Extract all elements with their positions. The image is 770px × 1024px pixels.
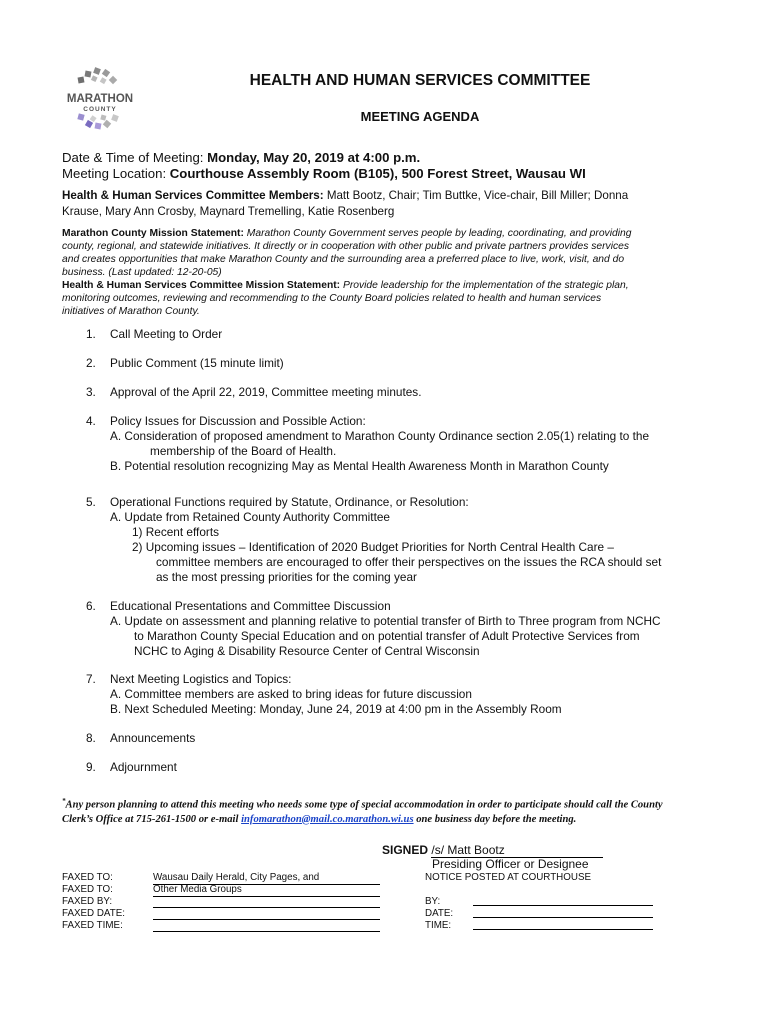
agenda-item (62, 495, 712, 599)
agenda-subitem: B. Potential resolution recognizing May as Mental Health Awareness Month in Marathon County (110, 459, 609, 473)
agenda-item (62, 731, 712, 760)
mission-statements (62, 227, 728, 318)
signature-line (382, 843, 603, 858)
notice-time-field[interactable] (473, 918, 653, 930)
hhs-mission-line-3: initiatives of Marathon County. (62, 306, 200, 317)
notice-title: NOTICE POSTED AT COURTHOUSE (425, 872, 592, 883)
agenda-subitem: B. Next Scheduled Meeting: Monday, June 24, 2019 at 4:00 pm in the Assembly Room (110, 702, 562, 716)
agenda-list (62, 327, 712, 780)
agenda-subsubitem: 2) Upcoming issues – Identification of 2020 Budget Priorities for North Central Health Care – (132, 540, 614, 554)
notice-date-label: DATE: (425, 908, 454, 919)
agenda-text: Policy Issues for Discussion and Possible Action: (110, 414, 366, 428)
agenda-number: 3. (86, 385, 96, 399)
notice-date-field[interactable] (473, 906, 653, 918)
accommodation-notice (62, 794, 718, 827)
datetime-value: Monday, May 20, 2019 at 4:00 p.m. (207, 150, 421, 165)
agenda-subitem: A. Committee members are asked to bring ideas for future discussion (110, 687, 472, 701)
footnote-line-2b: one business day before the meeting. (416, 813, 577, 825)
members-line-1: Matt Bootz, Chair; Tim Buttke, Vice-chair, Bill Miller; Donna (326, 189, 629, 202)
logo-line-2: COUNTY (83, 106, 117, 113)
agenda-number: 1. (86, 327, 96, 341)
agenda-text: Approval of the April 22, 2019, Committee meeting minutes. (110, 385, 422, 399)
fax-time-label: FAXED TIME: (62, 920, 123, 931)
committee-members (62, 188, 722, 220)
agenda-subitem-cont: membership of the Board of Health. (150, 444, 337, 458)
agenda-text: Operational Functions required by Statute, Ordinance, or Resolution: (110, 495, 469, 509)
agenda-text: Public Comment (15 minute limit) (110, 356, 284, 370)
logo-line-1: MARATHON (66, 93, 134, 105)
document-title: HEALTH AND HUMAN SERVICES COMMITTEE (249, 72, 591, 89)
fax-to-2-value: Other Media Groups (153, 884, 380, 897)
agenda-number: 7. (86, 672, 96, 686)
agenda-subitem: A. Update on assessment and planning relative to potential transfer of Birth to Three program from NCHC (110, 614, 661, 628)
datetime-label: Date & Time of Meeting: (62, 150, 204, 165)
fax-date-field[interactable] (153, 908, 380, 920)
marathon-county-logo (62, 66, 138, 136)
agenda-number: 4. (86, 414, 96, 428)
hhs-mission-line-1: Provide leadership for the implementation of the strategic plan, (342, 280, 629, 291)
footnote-line-2a: Clerk’s Office at 715-261-1500 or e-mail (62, 813, 239, 825)
agenda-item (62, 672, 712, 731)
notice-by-label: BY: (425, 896, 441, 907)
document-subtitle: MEETING AGENDA (360, 109, 480, 124)
hhs-mission-line-2: monitoring outcomes, reviewing and recommending to the County Board policies related to health and human services (62, 293, 602, 304)
agenda-text: Call Meeting to Order (110, 327, 223, 341)
agenda-subsubitem-cont: as the most pressing priorities for the coming year (156, 570, 417, 584)
location-label: Meeting Location: (62, 166, 167, 181)
agenda-subsubitem: 1) Recent efforts (132, 525, 219, 539)
footnote-star: * (62, 797, 66, 805)
agenda-subitem-cont: NCHC to Aging & Disability Resource Center of Central Wisconsin (134, 644, 480, 658)
agenda-subitem: A. Consideration of proposed amendment to Marathon County Ordinance section 2.05(1) relating to the (110, 429, 650, 443)
fax-to-2-label: FAXED TO: (62, 884, 113, 895)
fax-to-1-label: FAXED TO: (62, 872, 113, 883)
agenda-subitem-cont: to Marathon County Special Education and on potential transfer of Adult Protective Services from (134, 629, 640, 643)
footnote-line-1: Any person planning to attend this meeting who needs some type of special accommodation in order to participate should call the County (65, 799, 663, 811)
fax-by-label: FAXED BY: (62, 896, 113, 907)
agenda-item (62, 414, 712, 495)
agenda-text: Next Meeting Logistics and Topics: (110, 672, 292, 686)
signature-role: Presiding Officer or Designee (432, 857, 589, 871)
agenda-number: 2. (86, 356, 96, 370)
county-mission-line-2: county, regional, and statewide initiatives. It directly or in cooperation with other public and private partners provides services (62, 241, 630, 252)
agenda-subitem: A. Update from Retained County Authority Committee (110, 510, 390, 524)
location-value: Courthouse Assembly Room (B105), 500 Forest Street, Wausau WI (169, 166, 586, 181)
notice-time-label: TIME: (425, 920, 452, 931)
agenda-number: 6. (86, 599, 96, 613)
agenda-item (62, 385, 712, 414)
county-mission-line-1: Marathon County Government serves people by leading, coordinating, and providing (246, 228, 632, 239)
agenda-subsubitem-cont: committee members are encouraged to offer their perspectives on the issues the RCA should set (156, 555, 662, 569)
fax-to-1-value: Wausau Daily Herald, City Pages, and (153, 872, 380, 885)
hhs-mission-label: Health & Human Services Committee Mission Statement: (62, 280, 341, 291)
members-line-2: Krause, Mary Ann Crosby, Maynard Tremelling, Katie Rosenberg (62, 205, 395, 218)
agenda-item (62, 599, 712, 672)
agenda-item (62, 327, 712, 356)
county-mission-label: Marathon County Mission Statement: (62, 228, 244, 239)
agenda-number: 8. (86, 731, 96, 745)
fax-date-label: FAXED DATE: (62, 908, 125, 919)
agenda-text: Educational Presentations and Committee Discussion (110, 599, 391, 613)
agenda-item (62, 760, 712, 780)
county-mission-line-3: and creates opportunities that make Marathon County and the surrounding area a preferred place to live, work, visit, and do (62, 254, 625, 265)
clerk-email-link[interactable]: infomarathon@mail.co.marathon.wi.us (241, 813, 414, 825)
agenda-text: Announcements (110, 731, 196, 745)
signed-label: SIGNED (382, 843, 429, 857)
fax-time-field[interactable] (153, 920, 380, 932)
fax-by-field[interactable] (153, 896, 380, 908)
agenda-number: 9. (86, 760, 96, 774)
members-label: Health & Human Services Committee Members: (62, 189, 324, 202)
notice-by-field[interactable] (473, 894, 653, 906)
agenda-item (62, 356, 712, 385)
signed-value: /s/ Matt Bootz (431, 843, 603, 858)
agenda-text: Adjournment (110, 760, 177, 774)
meeting-datetime (62, 150, 420, 165)
county-mission-line-4: business. (Last updated: 12-20-05) (62, 267, 222, 278)
meeting-location (62, 166, 586, 181)
agenda-number: 5. (86, 495, 96, 509)
